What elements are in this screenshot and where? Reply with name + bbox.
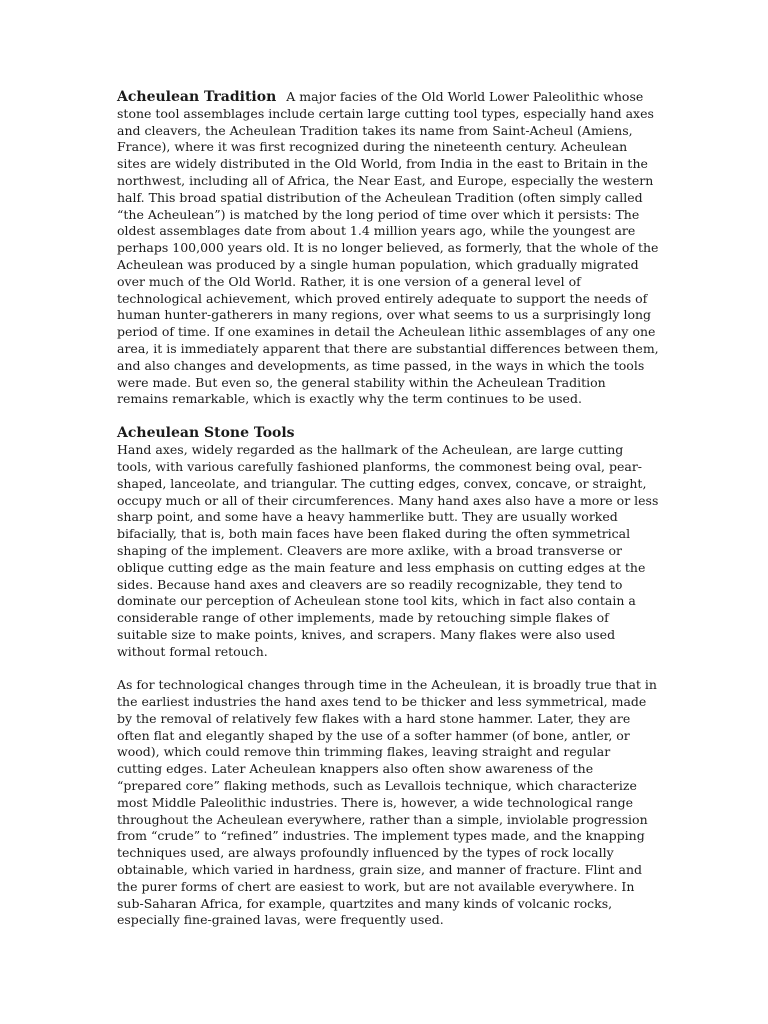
paragraph-stone-tools: Hand axes, widely regarded as the hallmark of the Acheulean, are large cutting tools, with various carefully fashioned planforms, the commonest being oval, pear-shaped, lanceolate, and triangular. The cutting edges, convex, concave, or straight, occupy much or all of their circumferences. Many hand axes also have a more or less sharp point, and some have a heavy hammerlike butt. They are usually worked bifacially, that is, both main faces have been flaked during the often symmetrical shaping of the implement. Cleavers are more axlike, with a broad transverse or oblique cutting edge as the main feature and less emphasis on cutting edges at the sides. Because hand axes and cleavers are so readily recognizable, they tend to dominate our perception of Acheulean stone tool kits, which in fact also contain a considerable range of other implements, made by retouching simple flakes of suitable size to make points, knives, and scrapers. Many flakes were also used without formal retouch. xyxy=(117,442,659,659)
paragraph-acheulean-tradition xyxy=(117,89,659,408)
heading-acheulean-tradition: Acheulean Tradition xyxy=(117,89,277,105)
heading-acheulean-stone-tools: Acheulean Stone Tools xyxy=(117,425,295,442)
section-technological-changes xyxy=(117,677,659,929)
text-acheulean-tradition: A major facies of the Old World Lower Paleolithic whose stone tool assemblages include certain large cutting tool types, especially hand axes and cleavers, the Acheulean Tradition takes its name from Saint-Acheul (Amiens, France), where it was first recognized during the nineteenth century. Acheulean sites are widely distributed in the Old World, from India in the east to Britain in the northwest, including all of Africa, the Near East, and Europe, especially the western half. This broad spatial distribution of the Acheulean Tradition (often simply called “the Acheulean”) is matched by the long period of time over which it persists: The oldest assemblages date from about 1.4 million years ago, while the youngest are perhaps 100,000 years old. It is no longer believed, as formerly, that the whole of the Acheulean was produced by a single human population, which gradually migrated over much of the Old World. Rather, it is one version of a general level of technological achievement, which proved entirely adequate to support the needs of human hunter-gatherers in many regions, over what seems to us a surprisingly long period of time. If one examines in detail the Acheulean lithic assemblages of any one area, it is immediately apparent that there are substantial differences between them, and also changes and developments, as time passed, in the ways in which the tools were made. But even so, the general stability within the Acheulean Tradition remains remarkable, which is exactly why the term continues to be used. xyxy=(117,89,659,407)
section-acheulean-tradition xyxy=(117,89,659,408)
section-acheulean-stone-tools xyxy=(117,424,659,660)
document-body xyxy=(117,89,659,929)
paragraph-technological-changes: As for technological changes through time in the Acheulean, it is broadly true that in the earliest industries the hand axes tend to be thicker and less symmetrical, made by the removal of relatively few flakes with a hard stone hammer. Later, they are often flat and elegantly shaped by the use of a softer hammer (of bone, antler, or wood), which could remove thin trimming flakes, leaving straight and regular cutting edges. Later Acheulean knappers also often show awareness of the “prepared core” flaking methods, such as Levallois technique, which characterize most Middle Paleolithic industries. There is, however, a wide technological range throughout the Acheulean everywhere, rather than a simple, inviolable progression from “crude” to “refined” industries. The implement types made, and the knapping techniques used, are always profoundly influenced by the types of rock locally obtainable, which varied in hardness, grain size, and manner of fracture. Flint and the purer forms of chert are easiest to work, but are not available everywhere. In sub-Saharan Africa, for example, quartzites and many kinds of volcanic rocks, especially fine-grained lavas, were frequently used. xyxy=(117,677,657,928)
